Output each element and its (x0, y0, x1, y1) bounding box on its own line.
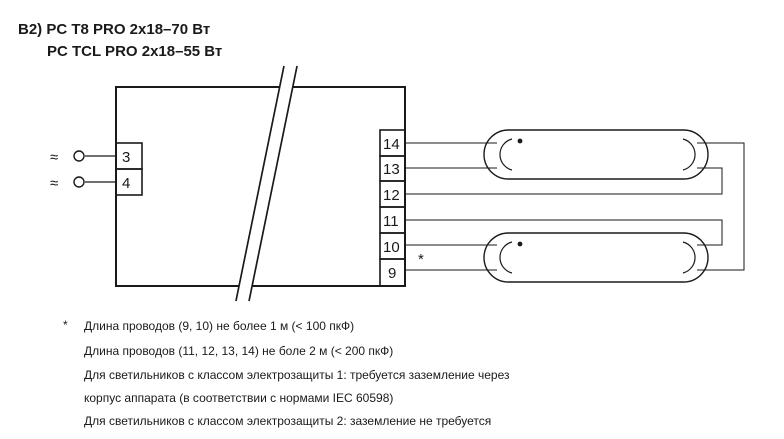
terminal-4-label: 4 (122, 175, 131, 192)
lamp-lower-polarity-dot (518, 242, 523, 247)
wire-12 (405, 168, 722, 194)
terminal-11-label: 11 (383, 213, 399, 230)
break-gap (236, 66, 297, 301)
note-line-5: Для светильников с классом электрозащиты 2: заземление не требуется (84, 414, 492, 428)
ac-symbol-2: ≈ (50, 175, 59, 192)
terminal-14-label: 14 (383, 136, 400, 153)
note-line-3: Для светильников с классом электрозащиты 1: требуется заземление через (84, 368, 510, 382)
note-line-4: корпус аппарата (в соответствии с нормами IEC 60598) (84, 391, 394, 405)
wire-outer-loop (697, 143, 744, 270)
terminal-9-label: 9 (388, 265, 397, 282)
diagram-title-line1: B2) PC T8 PRO 2x18–70 Вт (18, 21, 211, 38)
lamp-upper (484, 130, 708, 179)
diagram-title-line2: PC TCL PRO 2x18–55 Вт (47, 43, 223, 60)
terminal-10-label: 10 (383, 239, 400, 256)
output-terminal-block (380, 130, 405, 286)
supply-contact-2 (74, 177, 84, 187)
notes-marker: * (63, 318, 68, 332)
supply-contact-1 (74, 151, 84, 161)
lamp-upper-polarity-dot (518, 139, 523, 144)
terminal-12-label: 12 (383, 187, 400, 204)
lamp-lower (484, 233, 708, 282)
note-line-1: Длина проводов (9, 10) не более 1 м (< 100 пкФ) (84, 319, 355, 333)
terminal-3-label: 3 (122, 149, 131, 166)
wire-length-asterisk: * (418, 251, 424, 268)
input-terminal-block (50, 143, 142, 195)
terminal-13-label: 13 (383, 161, 400, 178)
ac-symbol-1: ≈ (50, 149, 59, 166)
note-line-2: Длина проводов (11, 12, 13, 14) не боле 2 м (< 200 пкФ) (84, 344, 394, 358)
